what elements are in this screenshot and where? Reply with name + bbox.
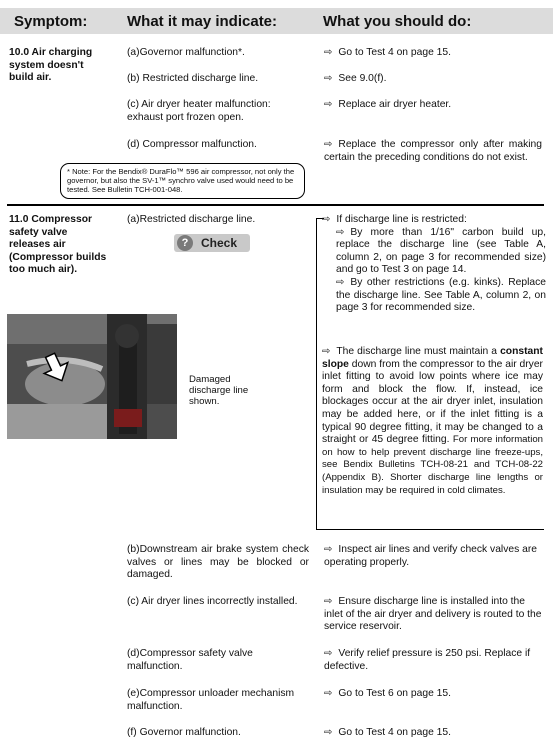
- s10-b-cause: (b) Restricted discharge line.: [127, 73, 259, 84]
- s10-d-cause: (d) Compressor malfunction.: [127, 139, 257, 150]
- table-header: [0, 8, 553, 34]
- s10-d-action: [324, 139, 542, 164]
- bracket-line: [316, 218, 317, 530]
- question-icon: ?: [177, 235, 193, 251]
- s11-a-action2-small: For more information on how to help prevent discharge line freeze-ups, see Bendix Bulletins TCH-08-21 and TCH-08-22 (Appendix B). Shorter discharge line lengths or insulation may be required in cold climates.: [322, 434, 543, 496]
- header-symptom: Symptom:: [14, 13, 88, 30]
- check-button[interactable]: [174, 234, 250, 252]
- photo-caption: Damaged discharge line shown.: [189, 374, 249, 407]
- s11-d-cause: (d)Compressor safety valve malfunction.: [127, 648, 253, 672]
- s11-a-action1-intro-text: If discharge line is restricted:: [336, 214, 467, 225]
- s11-e-action-text: Go to Test 6 on page 15.: [338, 688, 451, 699]
- symptom-11: 11.0 Compressor safety valve releases air (Compressor builds too much air).: [9, 214, 107, 276]
- s11-b-action-text: Inspect air lines and verify check valves are operating properly.: [324, 544, 537, 568]
- symptom-10: 10.0 Air charging system doesn't build air.: [9, 47, 93, 84]
- s11-a-action1-sub2: [322, 277, 546, 315]
- check-label: Check: [201, 236, 238, 250]
- s11-c-cause: (c) Air dryer lines incorrectly installed.: [127, 596, 298, 607]
- s10-a-action-text: Go to Test 4 on page 15.: [338, 47, 451, 58]
- s11-f-action: [324, 727, 544, 740]
- header-indicate: What it may indicate:: [127, 13, 278, 30]
- s11-f-cause: (f) Governor malfunction.: [127, 727, 241, 738]
- section-divider: [7, 204, 544, 206]
- s10-c-action: [324, 99, 544, 112]
- bracket-bottom: [316, 529, 544, 530]
- s11-a-action2-pre: The discharge line must maintain a: [336, 346, 501, 357]
- duraflo-note: * Note: For the Bendix® DuraFlo™ 596 air compressor, not only the governor, but also the SV-1™ synchro valve used would need to be tested. See Bulletin TCH-001-048.: [60, 163, 305, 199]
- s11-d-action-text: Verify relief pressure is 250 psi. Replace if defective.: [324, 648, 531, 672]
- discharge-line-image: [7, 314, 177, 439]
- s11-e-cause: (e)Compressor unloader mechanism malfunction.: [127, 688, 295, 712]
- s11-a-action1-intro: [322, 214, 546, 227]
- s11-b-cause: (b)Downstream air brake system check valves or lines may be blocked or damaged.: [127, 544, 309, 581]
- s11-c-action-text: Ensure discharge line is installed into the inlet of the air dryer and delivery is routed to the service reservoir.: [324, 596, 542, 633]
- s11-a-action1-sub2-text: By other restrictions (e.g. kinks). Replace the discharge line. See Table A, column 2, on page 3 for recommended size.: [336, 276, 546, 314]
- s11-a-action2-rest: down from the compressor to the air dryer inlet fitting to avoid low points where ice may form and block the flow. If, instead, ice blockages occur at the air dryer inlet, insulation may be added here, or if the inlet fitting is a typical 90 degree fitting, it may be changed to a straight or 45 degree fitting.: [322, 358, 543, 446]
- s11-c-action: [324, 596, 544, 634]
- s11-b-action: [324, 544, 542, 569]
- s11-a-action1-sub1-text: By more than 1/16" carbon build up, replace the discharge line (see Table A, column 2, on page 3 for recommended size) and go to Test 3 on page 14.: [336, 226, 546, 276]
- s10-b-action: [324, 73, 544, 86]
- discharge-line-photo: [7, 314, 177, 439]
- s11-a-action1-sub1: [322, 227, 546, 277]
- s11-a-action2: [322, 346, 543, 497]
- s10-b-action-text: See 9.0(f).: [338, 73, 387, 84]
- s10-a-cause: (a)Governor malfunction*.: [127, 47, 245, 58]
- s11-e-action: [324, 688, 544, 701]
- header-todo: What you should do:: [323, 13, 472, 30]
- s11-d-action: [324, 648, 544, 673]
- s10-c-action-text: Replace air dryer heater.: [338, 99, 452, 110]
- s10-c-cause: (c) Air dryer heater malfunction: exhaust port frozen open.: [127, 99, 271, 123]
- s11-a-action1: [322, 214, 546, 315]
- s10-d-action-text: Replace the compressor only after making certain the preceding conditions do not exist.: [324, 139, 542, 163]
- s10-a-action: [324, 47, 544, 60]
- s11-a-action2-bold: constant slope: [322, 346, 543, 370]
- s11-a-cause: (a)Restricted discharge line.: [127, 214, 256, 225]
- s11-f-action-text: Go to Test 4 on page 15.: [338, 727, 451, 738]
